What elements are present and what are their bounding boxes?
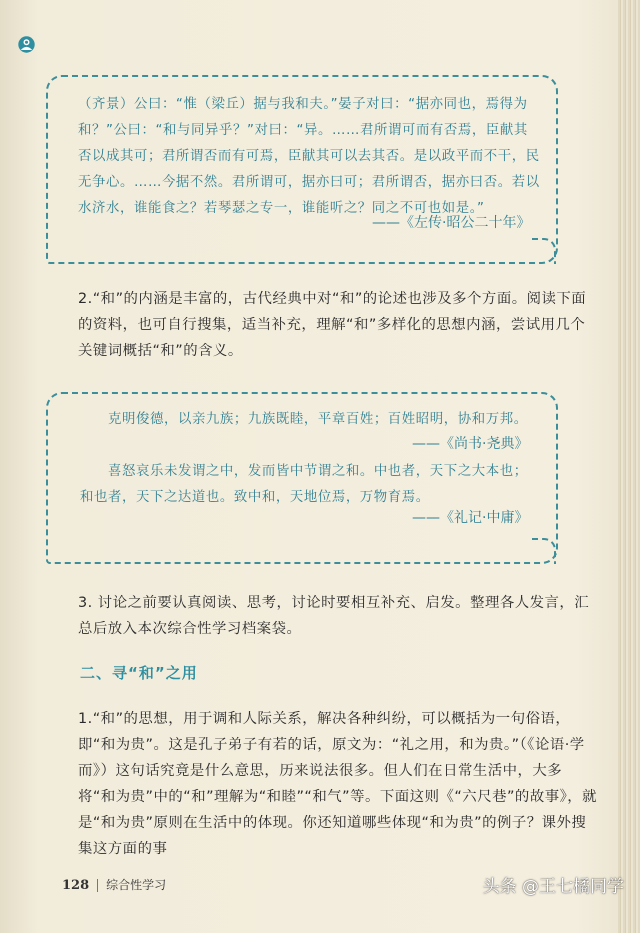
paragraph-3-text: 3. 讨论之前要认真阅读、思考，讨论时要相互补充、启发。整理各人发言，汇总后放入本次综合性学习档案袋。 bbox=[78, 595, 590, 637]
watermark: 头条 @王七橘同学 bbox=[482, 877, 624, 897]
quote-zuozhuan-text: （齐景）公曰：“惟（梁丘）据与我和夫。”晏子对曰：“据亦同也，焉得为和？”公曰：“和与同异乎？”对曰：“异。……君所谓可而有否焉，臣献其否以成其可；君所谓否而有可焉，臣献其可以去其否。是以政平而不干，民无争心。……今据不然。君所谓可，据亦曰可；君所谓否，据亦曰否。若以水济水，谁能食之？若琴瑟之专一，谁能听之？同之不可也如是。” bbox=[78, 97, 540, 216]
person-icon bbox=[18, 36, 35, 53]
page-footer bbox=[62, 876, 166, 893]
page-number: 128 bbox=[62, 878, 90, 893]
footer-divider bbox=[97, 879, 98, 892]
quote-shangshu-text: 克明俊德，以亲九族；九族既睦，平章百姓；百姓昭明，协和万邦。 bbox=[108, 412, 528, 427]
page-edge bbox=[618, 0, 640, 933]
paragraph-4-text: 1.“和”的思想，用于调和人际关系，解决各种纠纷，可以概括为一句俗语，即“和为贵”。这是孔子弟子有若的话，原文为：“礼之用，和为贵。”（《论语·学而》）这句话究竟是什么意思，历来说法很多。但人们在日常生活中，大多将“和为贵”中的“和”理解为“和睦”“和气”等。下面这则《“六尺巷”的故事》，就是“和为贵”原则在生活中的体现。你还知道哪些体现“和为贵”的例子？课外搜集这方面的事 bbox=[78, 711, 598, 857]
paragraph-3 bbox=[78, 590, 598, 642]
quote-box-corner bbox=[532, 238, 556, 264]
footer-section: 综合性学习 bbox=[106, 878, 167, 892]
paragraph-4 bbox=[78, 706, 598, 862]
quote-zuozhuan-source: ——《左传·昭公二十年》 bbox=[372, 215, 531, 231]
paragraph-2-text: 2.“和”的内涵是丰富的，古代经典中对“和”的论述也涉及多个方面。阅读下面的资料，也可自行搜集，适当补充，理解“和”多样化的思想内涵，尝试用几个关键词概括“和”的含义。 bbox=[78, 291, 587, 359]
section-title: 二、寻“和”之用 bbox=[80, 664, 198, 682]
quote-shangshu-source: ——《尚书·尧典》 bbox=[412, 436, 529, 452]
paragraph-2 bbox=[78, 286, 598, 364]
quote-box-corner bbox=[532, 538, 556, 564]
quote-zhongyong-text: 喜怒哀乐未发谓之中，发而皆中节谓之和。中也者，天下之大本也；和也者，天下之达道也。致中和，天地位焉，万物育焉。 bbox=[80, 464, 528, 505]
quote-zhongyong-source: ——《礼记·中庸》 bbox=[412, 510, 529, 526]
